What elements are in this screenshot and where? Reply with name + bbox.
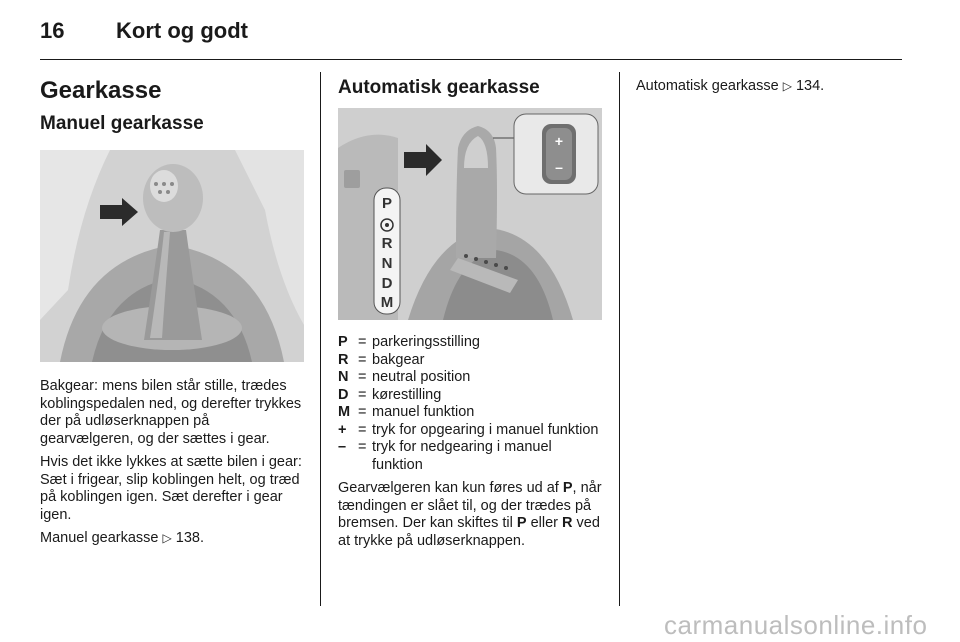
- legend-value: kørestilling: [372, 386, 442, 403]
- legend-equals: =: [358, 369, 367, 385]
- legend-item-minus: [338, 439, 602, 474]
- reference-page: 138.: [175, 530, 205, 546]
- gear-retry-instruction: Hvis det ikke lykkes at sætte bilen i gear: Sæt i frigear, slip koblingen helt, og træd på koblingen igen. Sæt derefter i gear igen.: [40, 454, 302, 523]
- gearshift-illustration: [40, 150, 304, 362]
- note-key-r: R: [562, 515, 573, 531]
- legend-key: P: [338, 334, 348, 350]
- page-number: 16: [40, 18, 65, 43]
- column-manual: [40, 72, 304, 548]
- legend-item-d: [338, 387, 602, 405]
- column-divider: [320, 72, 321, 606]
- legend-item-n: [338, 369, 602, 387]
- column-divider: [619, 72, 620, 606]
- legend-equals: =: [358, 386, 367, 403]
- reference-text: Automatisk gearkasse: [636, 78, 779, 94]
- legend-key: M: [338, 404, 351, 420]
- note-text: Gearvælgeren kan kun føres ud af: [338, 480, 563, 496]
- automatic-reference: [636, 78, 900, 96]
- legend-value: neutral position: [372, 369, 471, 385]
- column-automatic: [338, 72, 602, 550]
- legend-value: parkeringsstilling: [372, 334, 480, 350]
- reverse-instruction: Bakgear: mens bilen står stille, trædes koblingspedalen ned, og derefter trykkes der på udløserknappen på gearvælgeren, og der sættes i gear.: [40, 378, 302, 447]
- legend-item-r: [338, 352, 602, 370]
- gate-letter-r: R: [381, 235, 393, 252]
- legend-value: tryk for nedgearing i manuel funktion: [372, 439, 552, 473]
- note-key-p: P: [516, 515, 527, 531]
- chapter-title: Kort og godt: [116, 18, 248, 43]
- legend-equals: =: [358, 439, 367, 455]
- legend-equals: =: [358, 421, 367, 438]
- legend-equals: =: [358, 334, 367, 350]
- gear-legend: [338, 334, 602, 474]
- manual-gearshift-photo: [40, 150, 304, 362]
- reference-arrow-icon: ▷: [782, 79, 792, 93]
- legend-key: R: [338, 351, 349, 368]
- note-key-p: P: [562, 480, 573, 496]
- gate-letter-n: N: [381, 255, 393, 272]
- legend-value: manuel funktion: [372, 404, 475, 420]
- minus-icon: –: [338, 439, 347, 455]
- selector-plus-icon: +: [554, 133, 564, 149]
- subsection-title-manual: Manuel gearkasse: [40, 113, 204, 134]
- note-text: , når tændingen er slået til, og der trædes på bremsen. Der kan skiftes til: [338, 480, 602, 531]
- selector-note: [338, 480, 602, 550]
- manual-reference: [40, 530, 304, 548]
- gate-letter-p: P: [381, 195, 393, 212]
- automatic-selector-illustration: [338, 108, 602, 320]
- automatic-gearshift-photo: [338, 108, 602, 320]
- legend-item-p: [338, 334, 602, 352]
- gate-letter-m: M: [380, 294, 394, 311]
- legend-equals: =: [358, 351, 367, 368]
- note-text: ved at trykke på udløserknappen.: [338, 515, 600, 549]
- gate-letter-d: D: [381, 275, 393, 292]
- legend-equals: =: [358, 404, 367, 420]
- legend-key: D: [338, 386, 349, 403]
- legend-value: bakgear: [372, 351, 425, 368]
- legend-item-plus: [338, 422, 602, 440]
- plus-icon: +: [338, 421, 347, 438]
- legend-key: N: [338, 369, 349, 385]
- reference-text: Manuel gearkasse: [40, 530, 159, 546]
- subsection-title-automatic: Automatisk gearkasse: [338, 77, 540, 98]
- section-title: Gearkasse: [40, 77, 162, 104]
- legend-value: tryk for opgearing i manuel funktion: [372, 421, 599, 438]
- legend-item-m: [338, 404, 602, 422]
- selector-minus-icon: –: [555, 159, 563, 175]
- reference-page: 134.: [795, 78, 825, 94]
- note-text: eller: [526, 515, 563, 531]
- page-header: [40, 16, 902, 60]
- watermark: carmanualsonline.info: [664, 610, 928, 640]
- reference-arrow-icon: ▷: [162, 531, 172, 545]
- column-reference: [636, 72, 900, 96]
